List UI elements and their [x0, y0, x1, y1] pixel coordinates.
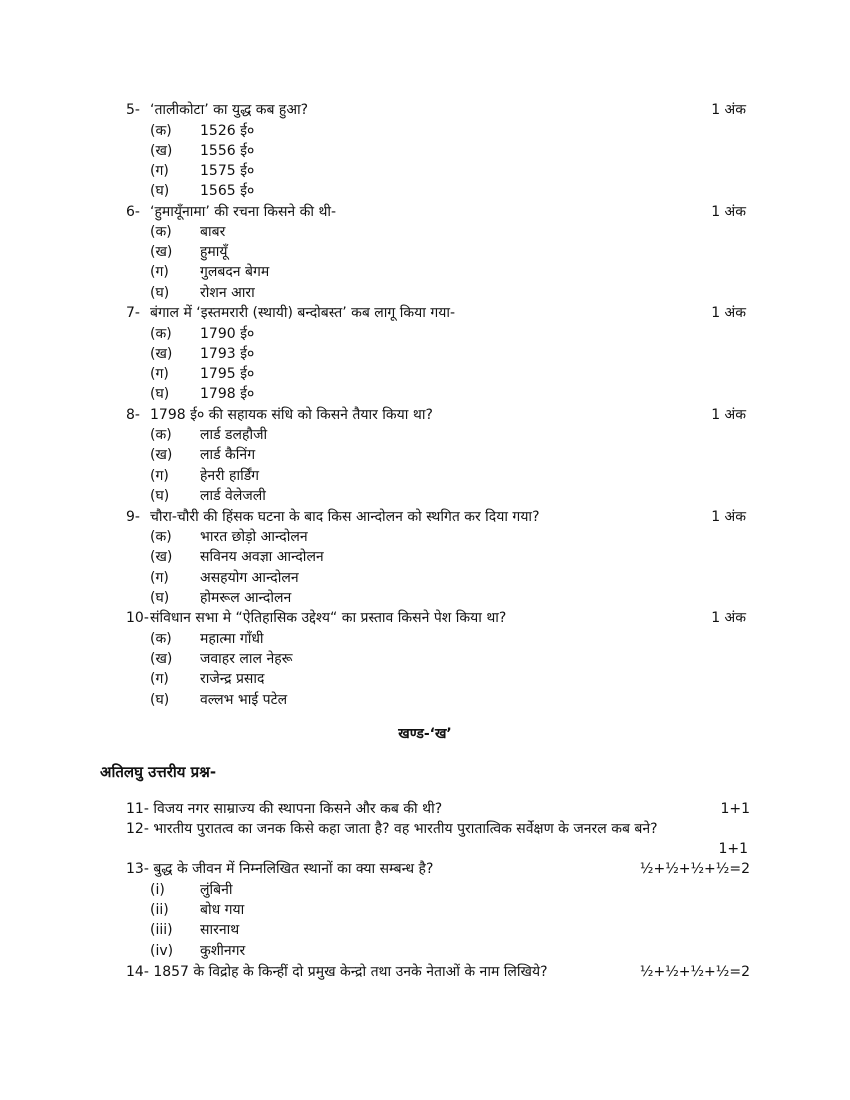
option-value: सारनाथ: [200, 922, 240, 938]
option-value: हेनरी हार्डिंग: [200, 468, 260, 484]
question-text: 13- बुद्ध के जीवन में निम्नलिखित स्थानों का क्या सम्बन्ध है?: [126, 861, 434, 877]
question-text: ‘हुमायूँनामा’ की रचना किसने की थी-: [150, 204, 337, 220]
question-marks: 1+1: [720, 801, 750, 817]
question-number: 10-: [126, 610, 149, 626]
question-marks: 1 अंक: [711, 305, 746, 321]
option-label: (घ): [150, 183, 170, 199]
question-marks: 1 अंक: [711, 509, 746, 525]
question-marks: 1 अंक: [711, 610, 746, 626]
option-value: वल्लभ भाई पटेल: [200, 692, 288, 708]
question-text: 14- 1857 के विद्रोह के किन्हीं दो प्रमुख केन्द्रो तथा उनके नेताओं के नाम लिखिये?: [126, 964, 548, 980]
option-label: (घ): [150, 285, 170, 301]
option-label: (घ): [150, 692, 170, 708]
option-label: (iv): [150, 943, 174, 959]
question-14: [126, 962, 750, 982]
option-label: (iii): [150, 922, 173, 938]
section-heading: अतिलघु उत्तरीय प्रश्न-: [100, 763, 217, 781]
option-value: लार्ड डलहौजी: [200, 427, 268, 443]
option-label: (ग): [150, 366, 169, 382]
option-label: (क): [150, 224, 172, 240]
option-label: (i): [150, 882, 165, 898]
question-text: चौरा-चौरी की हिंसक घटना के बाद किस आन्दोलन को स्थगित कर दिया गया?: [150, 509, 540, 525]
option-value: गुलबदन बेगम: [200, 264, 270, 280]
option-label: (क): [150, 123, 172, 139]
question-number: 8-: [126, 407, 140, 423]
question-marks: 1 अंक: [711, 102, 746, 118]
option-value: भारत छोड़ो आन्दोलन: [200, 529, 308, 545]
option-label: (ख): [150, 549, 173, 565]
option-label: (ग): [150, 163, 169, 179]
option-label: (ग): [150, 264, 169, 280]
option-value: 1798 ई०: [200, 386, 255, 402]
question-number: 9-: [126, 509, 140, 525]
question-text: 12- भारतीय पुरातत्व का जनक किसे कहा जाता है? वह भारतीय पुरातात्विक सर्वेक्षण के जनरल कब बने?: [126, 821, 658, 837]
option-label: (घ): [150, 488, 170, 504]
question-text: संविधान सभा मे “ऐतिहासिक उद्देश्य“ का प्रस्ताव किसने पेश किया था?: [150, 610, 507, 626]
question-marks: 1 अंक: [711, 407, 746, 423]
option-value: सविनय अवज्ञा आन्दोलन: [200, 549, 324, 565]
question-10: [126, 608, 746, 628]
question-11: [126, 799, 750, 819]
option-label: (ii): [150, 902, 169, 918]
question-6: [126, 202, 746, 222]
option-label: (घ): [150, 386, 170, 402]
option-value: कुशीनगर: [200, 943, 246, 959]
option-value: रोशन आरा: [200, 285, 255, 301]
option-label: (ग): [150, 468, 169, 484]
option-label: (क): [150, 631, 172, 647]
question-number: 6-: [126, 204, 140, 220]
option-value: लार्ड कैनिंग: [200, 447, 256, 463]
option-value: 1565 ई०: [200, 183, 255, 199]
option-label: (घ): [150, 590, 170, 606]
option-label: (ग): [150, 671, 169, 687]
question-9: [126, 507, 746, 527]
option-label: (क): [150, 529, 172, 545]
section-title: खण्ड-‘ख’: [398, 726, 452, 742]
question-8: [126, 405, 746, 425]
question-marks: ½+½+½+½=2: [639, 861, 750, 877]
option-value: 1790 ई०: [200, 326, 255, 342]
option-value: लार्ड वेलेजली: [200, 488, 266, 504]
option-value: राजेन्द्र प्रसाद: [200, 671, 265, 687]
option-value: महात्मा गाँधी: [200, 631, 264, 647]
question-marks: 1 अंक: [711, 204, 746, 220]
option-label: (क): [150, 427, 172, 443]
option-value: 1793 ई०: [200, 346, 255, 362]
option-label: (क): [150, 326, 172, 342]
question-text: 11- विजय नगर साम्राज्य की स्थापना किसने और कब की थी?: [126, 801, 443, 817]
option-value: बाबर: [200, 224, 226, 240]
option-label: (ख): [150, 143, 173, 159]
question-text: बंगाल में ‘इस्तमरारी (स्थायी) बन्दोबस्त’ कब लागू किया गया-: [150, 305, 456, 321]
option-label: (ख): [150, 346, 173, 362]
option-value: लुंबिनी: [200, 882, 233, 898]
question-number: 5-: [126, 102, 140, 118]
option-label: (ख): [150, 244, 173, 260]
option-label: (ख): [150, 651, 173, 667]
question-marks: 1+1: [718, 841, 748, 857]
question-12: [126, 819, 750, 839]
option-label: (ख): [150, 447, 173, 463]
option-value: असहयोग आन्दोलन: [200, 570, 299, 586]
option-value: जवाहर लाल नेहरू: [200, 651, 293, 667]
option-value: हुमायूँ: [200, 244, 228, 260]
option-value: 1526 ई०: [200, 123, 255, 139]
option-value: होमरूल आन्दोलन: [200, 590, 292, 606]
question-5: [126, 100, 746, 120]
question-13: [126, 859, 750, 879]
question-text: ‘तालीकोटा’ का युद्ध कब हुआ?: [150, 102, 309, 118]
option-value: 1575 ई०: [200, 163, 255, 179]
option-value: 1556 ई०: [200, 143, 255, 159]
question-number: 7-: [126, 305, 140, 321]
option-label: (ग): [150, 570, 169, 586]
option-value: 1795 ई०: [200, 366, 255, 382]
option-value: बोध गया: [200, 902, 245, 918]
question-text: 1798 ई० की सहायक संधि को किसने तैयार किया था?: [150, 407, 433, 423]
question-7: [126, 303, 746, 323]
question-marks: ½+½+½+½=2: [639, 964, 750, 980]
